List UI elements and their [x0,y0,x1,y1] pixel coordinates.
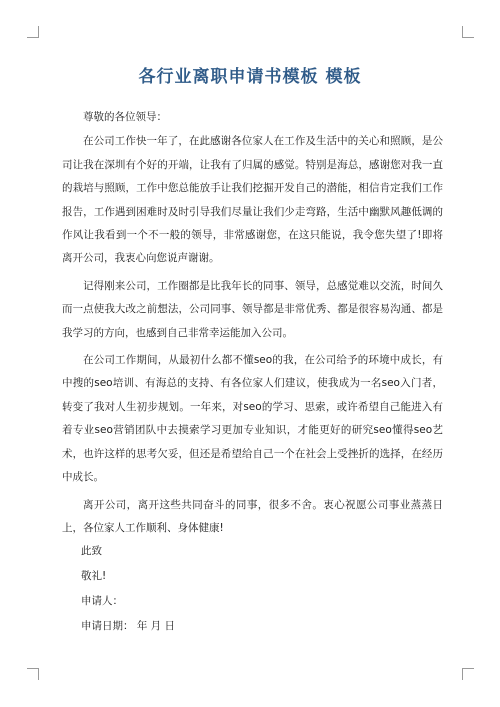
paragraph-4: 离开公司，离开这些共同奋斗的同事，很多不舍。衷心祝愿公司事业蒸蒸日上，各位家人工作顺利、身体健康! [62,498,443,534]
closing-regards: 此致 [81,545,102,557]
document-title: 各行业离职申请书模板 模板 [138,67,362,87]
page-corner-mark-bottom-right [462,668,474,680]
page-corner-mark-bottom-left [27,668,39,680]
application-date-label: 申请日期： 年 月 日 [81,620,176,632]
page-corner-mark-top-left [27,26,39,38]
closing-salute: 敬礼! [81,570,107,582]
paragraph-3: 在公司工作期间，从最初什么都不懂seo的我，在公司给予的环境中成长，有中搜的seo培训、有海总的支持、有各位家人们建议，使我成为一名seo入门者，转变了我对人生初步规划。一年来，对seo的学习、思索，或许希望自己能进入有着专业seo营销团队中去摸索学习更加专业知识，才能更好的研究seo懂得seo艺术，也许这样的思考欠妥，但还是希望给自己一个在社会上受挫折的选择，在经历中成长。 [62,354,443,484]
document-body [62,106,443,544]
applicant-label: 申请人： [81,595,123,607]
paragraph-1: 在公司工作快一年了，在此感谢各位家人在工作及生活中的关心和照顾，是公司让我在深圳有个好的开端，让我有了归属的感觉。特别是海总，感谢您对我一直的栽培与照顾，工作中您总能放手让我们挖掘开发自己的潜能，相信肯定我们工作报告，工作遇到困难时及时引导我们尽量让我们少走弯路，生活中幽默风趣低调的作风让我看到一个不一般的领导，非常感谢您，在这只能说，我令您失望了!即将离开公司，我衷心向您说声谢谢。 [62,135,443,265]
paragraph-2: 记得刚来公司，工作圈都是比我年长的同事、领导，总感觉难以交流，时间久而一点使我大改之前想法，公司同事、领导都是非常优秀、都是很容易沟通、都是我学习的方向，也感到自己非常幸运能加入公司。 [62,279,443,339]
salutation: 尊敬的各位领导： [83,111,167,123]
page-corner-mark-top-right [462,26,474,38]
